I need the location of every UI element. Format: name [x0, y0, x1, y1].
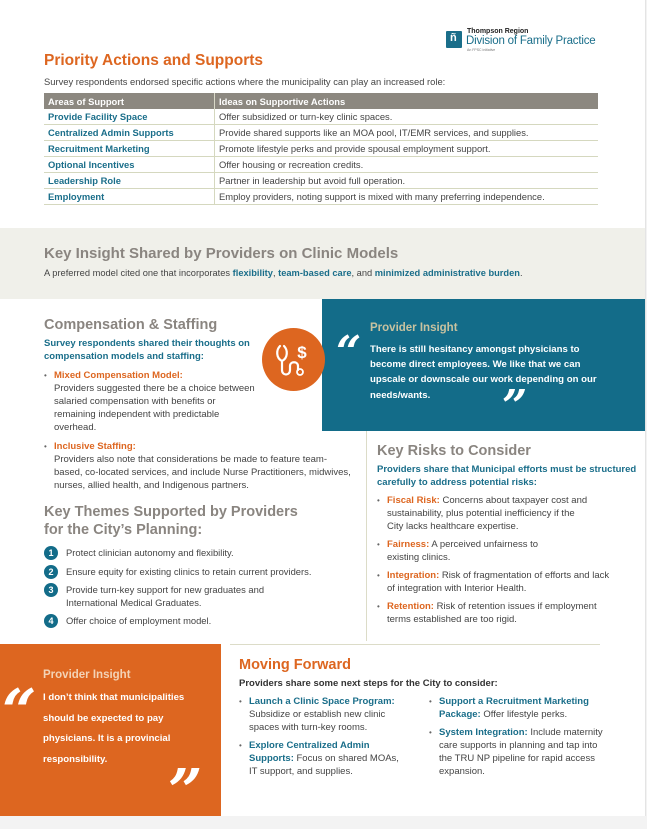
quote-text: There is still hesitancy amongst physicians to become direct employees. We like that we can upscale or downscale our work depending on our needs/wants. — [370, 344, 597, 401]
logo-glyph: ñ — [450, 32, 457, 44]
number-badge: 3 — [44, 583, 58, 597]
area-cell: Employment — [44, 189, 215, 205]
list-item — [429, 726, 609, 778]
risks-list — [377, 494, 642, 626]
list-item — [377, 494, 592, 533]
area-cell: Recruitment Marketing — [44, 141, 215, 157]
list-item — [239, 739, 409, 778]
key-insight-text — [44, 268, 523, 278]
division-logo — [446, 29, 636, 53]
list-item — [429, 695, 609, 721]
item-label: Launch a Clinic Space Program: — [249, 696, 395, 707]
insight-text: , — [272, 268, 279, 278]
area-cell: Optional Incentives — [44, 157, 215, 173]
list-item — [44, 615, 364, 628]
quote-title: Provider Insight — [370, 322, 458, 334]
dollar-icon: $ — [297, 343, 307, 362]
idea-cell: Offer housing or recreation credits. — [215, 157, 599, 173]
item-text: Ensure equity for existing clinics to retain current providers. — [66, 565, 312, 577]
item-label: Fiscal Risk: — [387, 495, 440, 506]
forward-list — [239, 695, 415, 778]
item-text: Risk of retention issues if employment terms established are too rigid. — [387, 601, 597, 625]
table-row — [44, 125, 598, 141]
item-label: Inclusive Staffing: — [54, 441, 136, 452]
idea-cell: Provide shared supports like an MOA pool, IT/EMR services, and supplies. — [215, 125, 599, 141]
list-item — [44, 547, 364, 560]
priority-title: Priority Actions and Supports — [44, 52, 264, 69]
open-quote-icon: “ — [336, 327, 362, 378]
risks-lead: Providers share that Municipal efforts must be structured carefully to address potential risks: — [377, 464, 637, 488]
forward-lead: Providers share some next steps for the City to consider: — [239, 678, 498, 689]
moving-forward-section — [239, 657, 609, 778]
insight-text: . — [519, 268, 523, 278]
close-quote-icon: ” — [168, 757, 203, 827]
column-header: Ideas on Supportive Actions — [215, 93, 599, 109]
key-themes-section — [44, 503, 364, 634]
item-label: Retention: — [387, 601, 434, 612]
item-text: Offer choice of employment model. — [66, 615, 212, 626]
item-text: Focus on shared MOAs, IT support, and supplies. — [249, 753, 399, 777]
family-logo-icon — [446, 31, 462, 48]
list-item — [44, 440, 354, 492]
item-text: Include maternity care supports in planning and tap into the TRU NP pipeline for rapid access expansion. — [439, 727, 603, 777]
idea-cell: Offer subsidized or turn-key clinic spaces. — [215, 109, 599, 125]
list-item — [377, 538, 547, 564]
idea-cell: Partner in leadership but avoid full operation. — [215, 173, 599, 189]
list-item — [44, 566, 364, 579]
stethoscope-dollar-icon — [262, 328, 325, 391]
table-row — [44, 109, 598, 125]
item-text: Provide turn-key support for new graduates and International Medical Graduates. — [66, 584, 265, 608]
forward-column-left — [239, 690, 415, 778]
item-label: Fairness: — [387, 539, 430, 550]
open-quote-icon: “ — [2, 677, 37, 747]
close-quote-icon: ” — [502, 381, 528, 432]
item-text: Providers suggested there be a choice between salaried compensation with benefits or remaining independent with predictable overhead. — [54, 383, 255, 433]
item-text: Offer lifestyle perks. — [480, 709, 568, 720]
area-cell: Leadership Role — [44, 173, 215, 189]
quote-title: Provider Insight — [43, 669, 131, 681]
insight-highlight: team-based care — [278, 268, 352, 278]
logo-region: Thompson Region — [467, 28, 529, 35]
support-table — [44, 93, 598, 205]
number-badge: 2 — [44, 565, 58, 579]
item-text: Subsidize or establish new clinic spaces with turn-key rooms. — [249, 709, 386, 733]
provider-insight-quote-2 — [0, 644, 221, 827]
insight-text: A preferred model cited one that incorporates — [44, 268, 233, 278]
table-header-row — [44, 93, 598, 109]
list-item — [44, 369, 259, 434]
list-item — [239, 695, 409, 734]
number-badge: 1 — [44, 546, 58, 560]
list-item — [377, 569, 612, 595]
item-label: Integration: — [387, 570, 440, 581]
insight-text: , and — [351, 268, 375, 278]
logo-tagline: An FPSC initiative — [467, 48, 496, 52]
item-text: Providers also note that considerations be made to feature team-based, co-located services, and include Nurse Practitioners, midwives, nurses, allied health, and Indigenous partners. — [54, 454, 351, 491]
risks-title: Key Risks to Consider — [377, 443, 531, 459]
item-text: Concerns about taxpayer cost and sustainability, plus potential inefficiency if the City lacks healthcare expertise. — [387, 495, 588, 532]
item-text: Risk of fragmentation of efforts and lack of integration with Interior Health. — [387, 570, 610, 594]
provider-insight-quote — [322, 299, 645, 431]
table-row — [44, 141, 598, 157]
compensation-title: Compensation & Staffing — [44, 317, 218, 333]
compensation-lead: Survey respondents shared their thoughts on compensation models and staffing: — [44, 338, 250, 362]
table-row — [44, 189, 598, 205]
item-label: Explore Centralized Admin Supports: — [249, 740, 370, 764]
item-label: System Integration: — [439, 727, 528, 738]
key-risks-section — [366, 431, 642, 641]
item-label: Support a Recruitment Marketing Package: — [439, 696, 589, 720]
themes-title: Key Themes Supported by Providers for the City’s Planning: — [44, 504, 298, 538]
key-insight-title: Key Insight Shared by Providers on Clinic Models — [44, 245, 399, 262]
stethoscope-icon — [262, 328, 325, 391]
forward-column-right — [429, 690, 609, 778]
number-badge: 4 — [44, 614, 58, 628]
idea-cell: Employ providers, noting support is mixed with many preferring independence. — [215, 189, 599, 205]
forward-columns — [239, 690, 609, 778]
table-row — [44, 157, 598, 173]
forward-list — [429, 695, 609, 778]
list-item — [44, 584, 266, 609]
insight-highlight: minimized administrative burden — [374, 268, 520, 278]
area-cell: Provide Facility Space — [44, 109, 215, 125]
column-header: Areas of Support — [44, 93, 215, 109]
quote-text: I don’t think that municipalities should be expected to pay physicians. It is a provincial responsibility. — [43, 692, 185, 765]
priority-intro: Survey respondents endorsed specific actions where the municipality can play an increased role: — [44, 76, 446, 87]
item-text: Protect clinician autonomy and flexibility. — [66, 547, 234, 558]
item-label: Mixed Compensation Model: — [54, 370, 183, 381]
area-cell: Centralized Admin Supports — [44, 125, 215, 141]
logo-name: Division of Family Practice — [466, 35, 596, 47]
item-text: A perceived unfairness to existing clinics. — [387, 539, 539, 563]
insight-highlight: flexibility — [232, 268, 273, 278]
divider — [230, 644, 600, 645]
forward-title: Moving Forward — [239, 657, 351, 673]
key-insight-band — [0, 228, 645, 299]
table-row — [44, 173, 598, 189]
idea-cell: Promote lifestyle perks and provide spousal employment support. — [215, 141, 599, 157]
list-item — [377, 600, 612, 626]
themes-list — [44, 547, 364, 628]
